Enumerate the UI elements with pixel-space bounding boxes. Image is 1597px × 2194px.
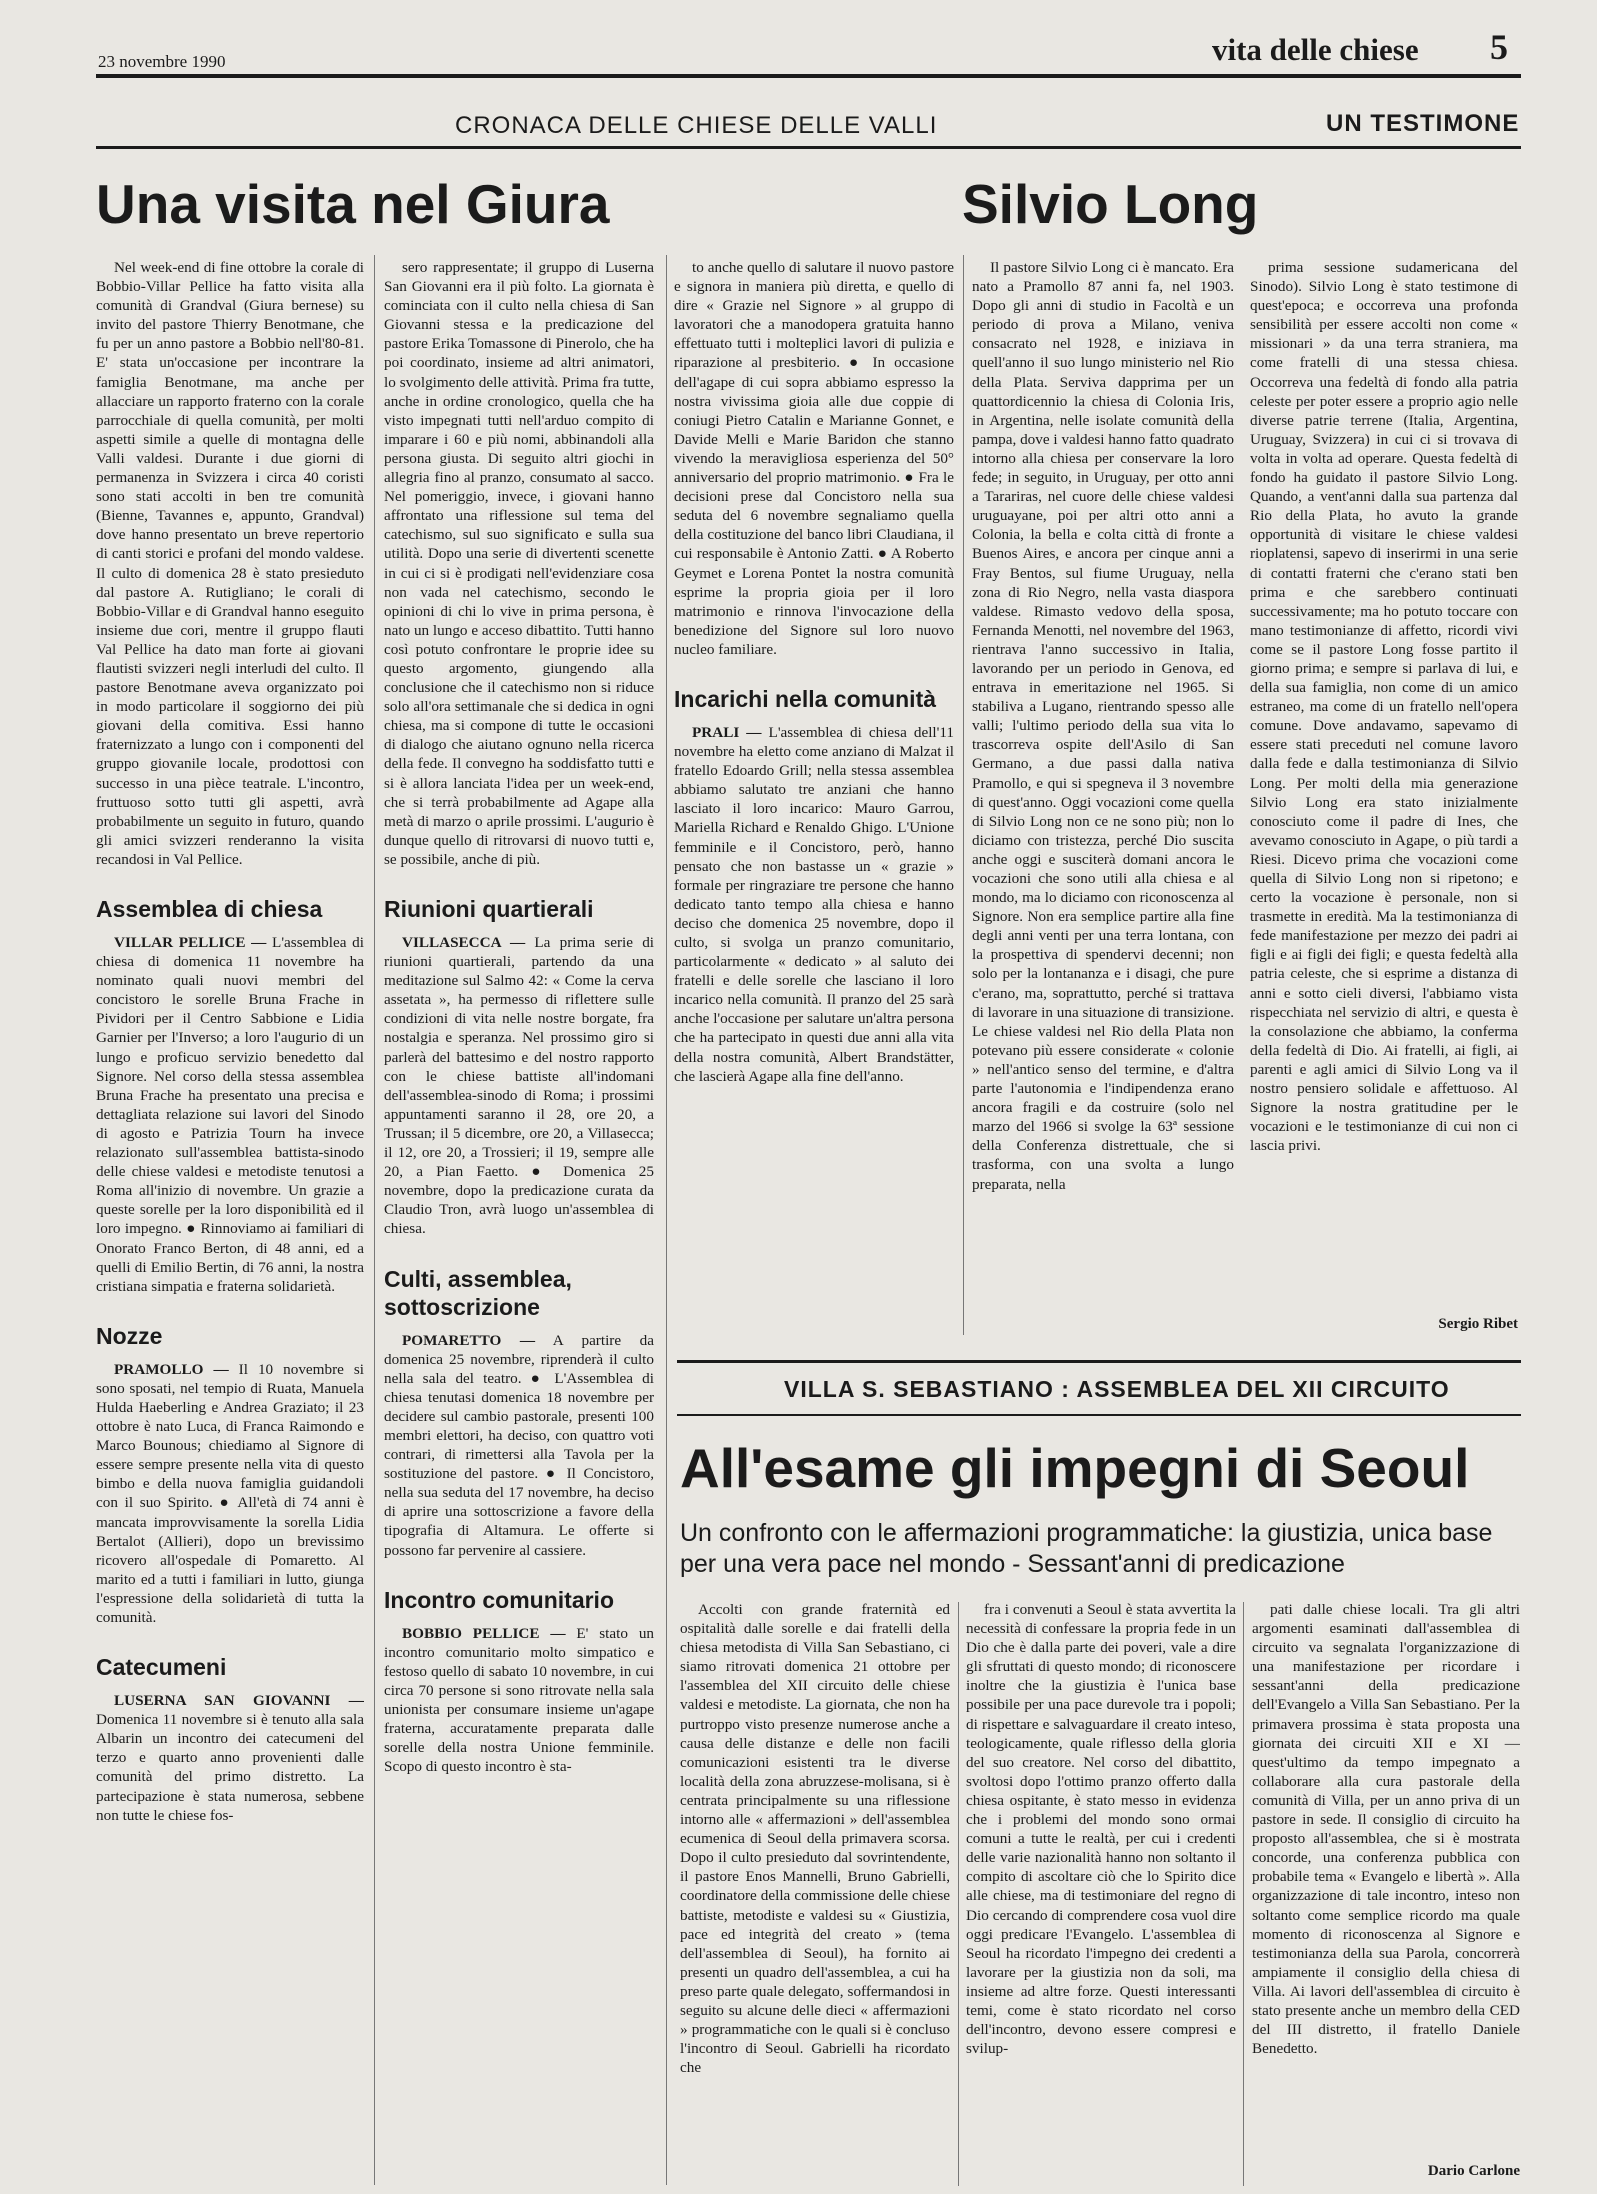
subhead-assemblea: Assemblea di chiesa <box>96 896 323 922</box>
right-column-2 <box>1250 258 1518 1310</box>
assemblea-place: VILLAR PELLICE — <box>114 934 267 951</box>
section-left: CRONACA DELLE CHIESE DELLE VALLI <box>455 112 938 139</box>
subhead-incarichi: Incarichi nella comunità <box>674 685 937 712</box>
nozze-body <box>96 1360 364 1627</box>
left-col2-body: sero rappresentate; il gruppo di Luserna San Giovanni era il più folto. La giornata è cominciata con il culto nella chiesa di San Giovanni stessa e la predicazione del pastore Erika Tomassone di Pinerolo, che ha poi coordinato, insieme ad altri animatori, lo svolgimento delle attività. Prima fra tutte, anche in ordine cronologico, quella che ha visto impegnati tutti nell'arduo compito di imparare i 60 e più nomi, abbinandoli alla persona giusta. Di seguito altri giochi in allegria fino al pranzo, consumato al sacco. Nel pomeriggio, invece, i giovani hanno affrontato una riflessione sul tema del catechismo, sul suo significato e sulla sua utilità. Dopo una serie di divertenti scenette in cui ci si è prodigati nell'evidenziare cosa non vada nel catechismo, secondo le opinioni di chi lo vive in prima persona, è nato un lungo e acceso dibattito. Tutti hanno così potuto confrontare le proprie idee su questo argomento, giungendo alla conclusione che il catechismo non si riduce solo all'ora settimanale che si dedica in ogni chiesa, ma si compone di tutte le occasioni di dialogo che aiutano ognuno nella ricerca della fede. Il convegno ha soddisfatto tutti e si è allora lanciata l'idea per un week-end, che si terrà probabilmente ad Agape alla metà di marzo o aprile prossimi. L'augurio è dunque quello di ritrovarsi di nuovo tutti e, se possibile, anche di più. <box>384 259 654 868</box>
headline-left: Una visita nel Giura <box>96 173 610 235</box>
right-col2-body: prima sessione sudamericana del Sinodo). Silvio Long è stato testimone di quest'epoca; e occorreva una profonda sensibilità per essere accolti non come « missionari » da una terra straniera, ma come fratelli di una stessa chiesa. Occorreva una fedeltà di fondo alla patria celeste per poter essere a proprio agio nelle diverse patrie terrene (Italia, Argentina, Uruguay, Svizzera) in cui ci si trovava di volta in volta ad operare. Questa fedeltà di fondo ha guidato il pastore Silvio Long. Quando, a vent'anni dalla sua partenza dal Rio della Plata, ho avuto la grande opportunità di visitare le chiese valdesi rioplatensi, sapevo di inserirmi in una serie di contatti fraterni che c'erano stati ben prima e che sarebbero continuati successivamente; ma ho potuto toccare con mano testimonianze di affetto, ricordi vivi come se il pastore Long fosse partito il giorno prima; e sempre si parlava di lui, e della sua famiglia, non come di un amico estraneo, ma come di un fratello nell'opera comune. Dove andavamo, sapevamo di essere stati preceduti nel comune lavoro dalla fede e dalla testimonianza di Silvio Long. Per molti della mia generazione Silvio Long era stato inizialmente conosciuto come il padre di Ines, che avevamo conosciuto in Agape, o più tardi a Riesi. Dicevo prima che vocazioni come quella di Silvio Long non si ripetono; e certo la vocazione è personale, non si trasmette in eredità. Ma la testimonianza di fede manifestazione per mezzo dei padri ai figli e ai figli dei figli; e questa fedeltà alla patria celeste, che si esprime a distanza di anni e sotto cieli diversi, l'abbiamo vista rispecchiata nel servizio di altri, e questa è la consolazione che abbiamo, la conferma della fedeltà di Dio. Ai fratelli, ai figli, ai parenti e agli amici di Silvio Long va il nostro pensiero solidale e affettuoso. Al Signore la nostra gratitudine per le vocazioni e le testimonianze di cui non ci lascia privi. <box>1250 259 1518 1155</box>
signature-bottom: Dario Carlone <box>1427 2163 1520 2179</box>
assemblea-body <box>96 933 364 1296</box>
bottom-column-1 <box>680 1600 950 2186</box>
left-column-2 <box>384 258 654 2186</box>
column-rule-2 <box>666 255 667 2185</box>
signature-right: Sergio Ribet <box>1438 1316 1518 1332</box>
bottom-column-rule-2 <box>1243 1602 1244 2186</box>
subhead-catecumeni: Catecumeni <box>96 1654 227 1681</box>
culti-body <box>384 1331 654 1560</box>
riunioni-body <box>384 933 654 1239</box>
left-col1-body: Nel week-end di fine ottobre la corale di Bobbio-Villar Pellice ha fatto visita alla comunità di Grandval (Giura bernese) su invito del pastore Thierry Benotmane, che fu per un anno pastore a Bobbio nell'80-81. E' stata un'occasione per incontrare la famiglia Benotmane, ma anche per allacciare un rapporto fraterno con la corale parrocchiale di quella comunità, per molti aspetti simile a quelle di montagna delle Valli valdesi. Durante i due giorni di permanenza in Svizzera i circa 40 coristi sono stati accolti in ben tre comunità (Bienne, Tavannes e, appunto, Grandval) dove hanno presentato un breve repertorio di canti storici e profani del mondo valdese. Il culto di domenica 28 è stato presieduto dal pastore A. Rutigliano; le corali di Bobbio-Villar e di Grandval hanno eseguito insieme due cori, mentre il gruppo flauti Val Pellice ha dato man forte ai giovani flautisti svizzeri negli interludi del culto. Il pastore Benotmane aveva organizzato poi in modo particolare il soggiorno dei più giovani della comitiva. Essi hanno fraternizzato a lungo con i componenti del gruppo giovanile locale, prodottosi con successo in una pièce teatrale. L'incontro, fruttuoso sotto tutti gli aspetti, avrà probabilmente un seguito in futuro, quando gli amici svizzeri renderanno la visita recandosi in Val Pellice. <box>96 259 364 868</box>
incarichi-text: L'assemblea di chiesa dell'11 novembre ha eletto come anziano di Malzat il fratello Edoardo Grill; nella stessa assemblea abbiamo salutato tre anziani che hanno lasciato il loro incarico: Mauro Garrou, Mariella Richard e Renaldo Ghigo. L'Unione femminile e il Concistoro, però, hanno pensato che non bastasse un « grazie » formale per ringraziare tre persone che hanno dedicato tanto tempo alla chiesa e hanno deciso che domenica 25 novembre, dopo il culto, si svolga un pranzo comunitario, particolarmente « dedicato » al saluto dei fratelli e delle sorelle che lasciano il loro incarico nella comunità. Il pranzo del 25 sarà anche l'occasione per salutare un'altra persona che ha partecipato in questi due anni alla vita della nostra comunità, Albert Brandstätter, che lascierà Agape alla fine dell'anno. <box>674 723 954 1085</box>
subhead-riunioni: Riunioni quartierali <box>384 896 594 922</box>
incontro-body <box>384 1624 654 1777</box>
bottom-col2-body: fra i convenuti a Seoul è stata avvertita la necessità di confessare la propria fede in un Dio che è dalla parte dei poveri, vale a dire gli sfruttati di questo mondo; di riconoscere inoltre che la giustizia è l'unica base possibile per una pace durevole tra i popoli; di rispettare e salvaguardare il creato inteso, teologicamente, quale riflesso della gloria del suo creatore. Nel corso del dibattito, svoltosi dopo l'ottimo pranzo offerto dalla chiesa ospitante, è stato messo in evidenza che i problemi del mondo sono ormai comuni a tutte le realtà, per cui i credenti delle varie nazionalità hanno non soltanto il compito di ascoltare ciò che lo Spirito dice alle chiese, ma di testimoniare del regno di Dio cercando di comprendere cosa vuol dire oggi predicare l'Evangelo. L'assemblea di Seoul ha ricordato l'impegno dei credenti a lavorare per la giustizia non da soli, ma insieme ad altre forze. Questi interessanti temi, come è stato ricordato nel corso dell'incontro, devono essere compresi e svilup- <box>966 1601 1236 2058</box>
incarichi-place: PRALI — <box>692 723 762 741</box>
section-bottom: VILLA S. SEBASTIANO : ASSEMBLEA DEL XII CIRCUITO <box>784 1376 1450 1402</box>
subhead-nozze: Nozze <box>96 1322 163 1349</box>
left-column-1 <box>96 258 364 2186</box>
bottom-column-rule-1 <box>958 1602 959 2186</box>
column-rule-1 <box>374 255 375 2185</box>
right-col1-body: Il pastore Silvio Long ci è mancato. Era nato a Pramollo 87 anni fa, nel 1903. Dopo gli anni di studio in Facoltà e un periodo di prova a Milano, veniva consacrato nel 1928, e iniziava in quell'anno il suo lungo ministerio nel Rio della Plata. Serviva dapprima per un quattordicennio la chiesa di Colonia Iris, in Argentina, nelle isolate comunità della pampa, dove i valdesi hanno fatto quadrato intorno alla chiesa per conservare la loro fede; in seguito, in Uruguay, per otto anni a Tarariras, nel cuore delle chiese valdesi uruguayane, poi per altri otto anni a Colonia, la bella e colta città di fronte a Buenos Aires, e ancora per cinque anni a Fray Bentos, sul fiume Uruguay, nella zona di Rio Negro, nella vasta diaspora valdese. Rimasto vedovo della sposa, Fernanda Menotti, nel novembre del 1963, rientrava l'anno successivo in Italia, lavorando per un periodo in Genova, ed entrava in emeritazione nel 1965. Si stabiliva a Lugano, rientrando spesso alle valli; l'ultimo periodo della sua vita lo trascorreva ospite dell'Asilo di San Germano, a due passi dalla nativa Pramollo, e qui si spegneva il 3 novembre di quest'anno. Oggi vocazioni come quella di Silvio Long non ce ne sono più; non lo diciamo con tristezza, perché Dio suscita anche oggi e susciterà domani ancora le vocazioni che sono utili alla chiesa e al mondo, ma lo diciamo con riconoscenza al Signore. Non era semplice partire alla fine degli anni venti per una terra lontana, con la prospettiva di spendervi decenni; non solo per la lontananza e i disagi, che pure c'erano, ma, soprattutto, perché si trattava di lavorare in una situazione di transizione. Le chiese valdesi nel Rio della Plata non potevano più essere considerate « colonie » nell'antico senso del termine, e d'altra parte l'autonomia e l'indipendenza erano ancora fragili e da costruire (solo nel marzo del 1966 si svolge la 63ª sessione della Conferenza distrettuale, che si trasforma, con una svolta a lungo preparata, nella <box>972 259 1234 1193</box>
section-left-rule <box>96 146 976 149</box>
catecumeni-place: LUSERNA SAN GIOVANNI — <box>114 1692 364 1710</box>
section-right: UN TESTIMONE <box>1326 110 1520 137</box>
assemblea-text: L'assemblea di chiesa di domenica 11 novembre ha nominato quali nuovi membri del concistoro le sorelle Bruna Frache in Pividori per il Centro Sabbione e Lidia Garnier per l'Inverso; a loro l'augurio di un lungo e proficuo servizio benedetto dal Signore. Nel corso della stessa assemblea Bruna Frache ha presentato una precisa e dettagliata relazione sui lavori del Sinodo di agosto e Patrizia Tourn ha invece relazionato sull'assemblea battista-sinodo delle chiese valdesi e metodiste tenutosi a Roma all'inizio di novembre. Un grazie a queste sorelle per la loro disponibilità ed il loro impegno. ● Rinnoviamo ai familiari di Onorato Franco Berton, di 48 anni, ed a quelli di Emilio Bertin, di 76 anni, la nostra cristiana simpatia e fraterna solidarietà. <box>96 934 364 1295</box>
culti-text: A partire da domenica 25 novembre, riprenderà il culto nella sala del teatro. ● L'Assemblea di chiesa tenutasi domenica 18 novembre per decidere sul cambio pastorale, presenti 100 membri elettori, ha deciso, con quattro voti contrari, di rimettersi alla Tavola per la sostituzione del pastore. ● Il Concistoro, nella sua seduta del 17 novembre, ha deciso di aprire una sottoscrizione a favore della tipografia di Altamura. Le offerte si possono far pervenire al cassiere. <box>384 1331 654 1559</box>
bottom-dek: Un confronto con le affermazioni programmatiche: la giustizia, unica base per una vera pace nel mondo - Sessant'anni di predicazione <box>680 1519 1493 1578</box>
headline-bottom: All'esame gli impegni di Seoul <box>680 1437 1470 1499</box>
bottom-column-2 <box>966 1600 1236 2186</box>
masthead-rule <box>96 74 1521 78</box>
left-column-3 <box>674 258 954 1356</box>
incarichi-body <box>674 723 954 1086</box>
nozze-place: PRAMOLLO — <box>114 1360 229 1378</box>
subhead-culti: Culti, assemblea, sottoscrizione <box>384 1265 572 1320</box>
incontro-place: BOBBIO PELLICE — <box>402 1624 566 1642</box>
bottom-col3-body: pati dalle chiese locali. Tra gli altri argomenti esaminati dall'assemblea di circuito va segnalata l'organizzazione di una manifestazione per ricordare i sessant'anni della predicazione dell'Evangelo a Villa San Sebastiano. Per la primavera prossima è stata proposta una giornata dei circuiti XII e XI — quest'ultimo da tempo impegnato a collaborare alla cura pastorale della comunità di Villa, per un anno priva di un pastore in sede. Il consiglio di circuito ha proposto all'assemblea, che si è mostrata concorde, una conferenza pubblica con probabile tema « Evangelo e libertà ». Alla organizzazione di tale incontro, inteso non soltanto come semplice ricordo ma quale momento di riconoscenza al Signore e testimonianza della sua Parola, concorrerà ampiamente il consiglio della chiesa di Villa. Ai lavori dell'assemblea di circuito è stato presente anche un membro della CED del III distretto, il fratello Daniele Benedetto. <box>1252 1601 1520 2058</box>
bottom-top-rule <box>677 1360 1521 1363</box>
headline-right: Silvio Long <box>962 173 1259 235</box>
subhead-incontro: Incontro comunitario <box>384 1586 614 1613</box>
issue-date: 23 novembre 1990 <box>98 52 226 71</box>
bottom-section-rule <box>677 1414 1521 1416</box>
bottom-column-3 <box>1252 1600 1520 2160</box>
right-column-1 <box>972 258 1234 1336</box>
nozze-text: Il 10 novembre si sono sposati, nel tempio di Ruata, Manuela Hulda Haeberling e Andrea Graziato; il 23 ottobre è nato Luca, di Franca Raimondo e Marco Bounous; chiediamo al Signore di essere sempre presente nella vita di questo bimbo e della nuova famiglia guidandoli con il suo Spirito. ● All'età di 74 anni è mancata improvvisamente la sorella Lidia Bertalot (Allieri), dopo un brevissimo ricovero all'ospedale di Pomaretto. Al marito ed a tutti i familiari in lutto, giunga l'espressione della solidarietà di tutta la comunità. <box>96 1360 364 1626</box>
catecumeni-body <box>96 1691 364 1825</box>
riunioni-text: La prima serie di riunioni quartierali, partendo da una meditazione sul Salmo 42: « Come la cerva assetata », ha permesso di riflettere sulle condizioni di vita nelle nostre borgate, fra nostalgia e speranza. Nel prossimo giro si parlerà del battesimo e del nostro rapporto con le chiese battiste all'indomani dell'assemblea-sinodo di Roma; i prossimi appuntamenti saranno il 28, ore 20, a Trussan; il 5 dicembre, ore 20, a Villasecca; il 12, ore 20, a Trossieri; il 19, sempre alle 20, a Pian Faetto. ● Domenica 25 novembre, dopo la predicazione curata da Claudio Tron, avrà luogo un'assemblea di chiesa. <box>384 934 654 1238</box>
newspaper-title: vita delle chiese <box>1212 32 1419 67</box>
culti-place: POMARETTO — <box>402 1331 536 1349</box>
incontro-text: E' stato un incontro comunitario molto simpatico e festoso quello di sabato 10 novembre, in cui circa 70 persone si sono ritrovate nella sala unionista per consumare insieme un'agape fraterna, accuratamente preparata dalle sorelle della nostra Unione femminile. Scopo di questo incontro è sta- <box>384 1624 654 1776</box>
section-right-rule <box>965 146 1521 149</box>
left-col3-body: to anche quello di salutare il nuovo pastore e signora in maniera più diretta, e quello di dire « Grazie nel Signore » al gruppo di lavoratori che a manodopera gratuita hanno effettuato tutti i molteplici lavori di pulizia e riparazione al presbiterio. ● In occasione dell'agape di cui sopra abbiamo espresso la nostra vivissima gioia alle due coppie di coniugi Pietro Catalin e Marianne Gonnet, e Davide Melli e Marie Baridon che stanno vivendo la meravigliosa esperienza del 50° anniversario del proprio matrimonio. ● Fra le decisioni prese dal Concistoro nella sua seduta del 6 novembre segnaliamo quella della costituzione del banco libri Claudiana, il cui responsabile è Antonio Zatti. ● A Roberto Geymet e Lorena Pontet la nostra comunità esprime la propria gioia per il loro matrimonio e rinnova l'invocazione della benedizione del Signore sul loro nuovo nucleo familiare. <box>674 259 954 658</box>
catecumeni-text: Domenica 11 novembre si è tenuto alla sala Albarin un incontro dei catecumeni del terzo e quarto anno provenienti dalle comunità del primo distretto. La partecipazione è stata numerosa, sebbene non tutte le chiese fos- <box>96 1711 364 1824</box>
column-rule-3 <box>963 255 964 1335</box>
riunioni-place: VILLASECCA — <box>402 934 526 951</box>
page-number: 5 <box>1490 27 1508 67</box>
bottom-col1-body: Accolti con grande fraternità ed ospitalità dalle sorelle e dai fratelli della chiesa metodista di Villa San Sebastiano, ci siamo ritrovati domenica 21 ottobre per l'assemblea del XII circuito delle chiese valdesi e metodiste. La giornata, che non ha purtroppo visto presenze numerose anche a causa delle distanze e delle non facili comunicazioni esistenti tra le diverse località della zona abruzzese-molisana, si è centrata principalmente su una riflessione intorno alle « affermazioni » dell'assemblea ecumenica di Seoul della primavera scorsa. Dopo il culto presieduto dal sovrintendente, il pastore Enos Mannelli, Bruno Gabrielli, coordinatore della commissione delle chiese battiste, metodiste e valdesi su « Giustizia, pace ed integrità del creato » (tema dell'assemblea di Seoul), ha fornito ai presenti un quadro dell'assemblea, a cui ha preso parte quale delegato, soffermandosi in seguito su alcune delle dieci « affermazioni » programmatiche con le quali si è concluso l'incontro di Seoul. Gabrielli ha ricordato che <box>680 1601 950 2077</box>
